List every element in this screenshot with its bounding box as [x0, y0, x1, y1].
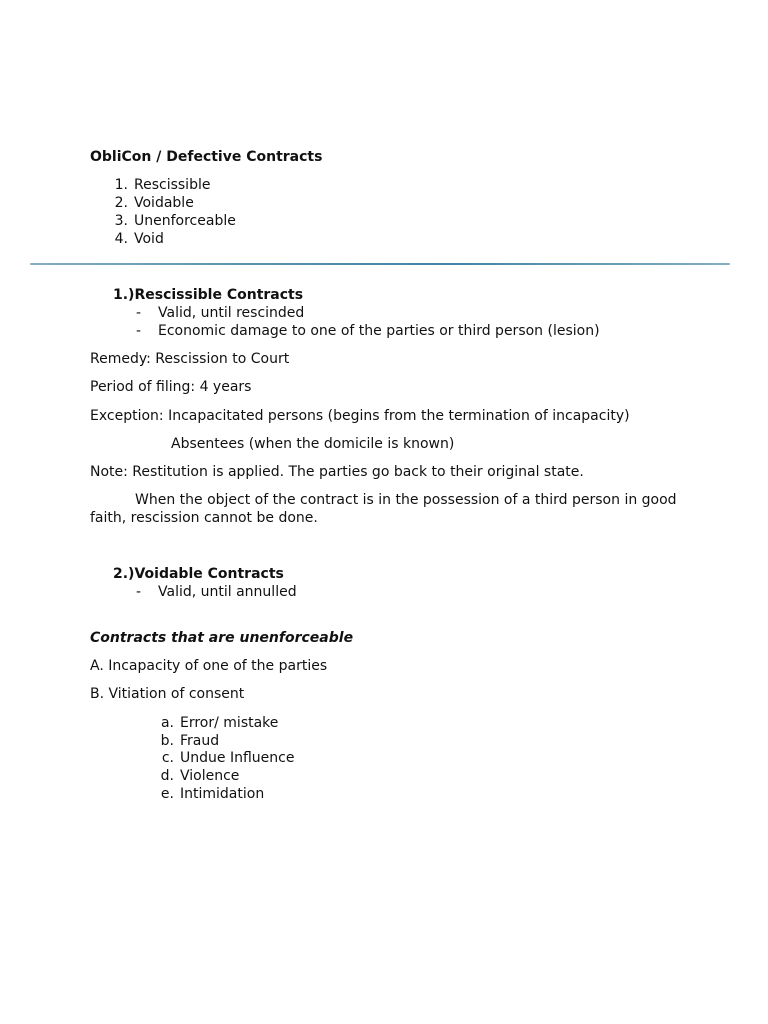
sublist-item-label: Error/ mistake [180, 715, 279, 731]
note-paragraph-text: When the object of the contract is in the possession of a third person in good faith, rescission cannot be done. [90, 492, 677, 526]
remedy-text: Remedy: Rescission to Court [90, 351, 290, 367]
dash-bullet: - [136, 323, 142, 339]
section2-heading-text: Voidable Contracts [134, 566, 284, 582]
exception-continued-text: Absentees (when the domicile is known) [171, 436, 455, 452]
toc-item-label: Void [134, 231, 164, 247]
toc-item-number: 3. [114, 213, 128, 229]
toc-item-number: 1. [114, 177, 128, 193]
toc-item-label: Unenforceable [134, 213, 236, 229]
section-divider [30, 263, 730, 265]
sublist-item-letter: e. [160, 786, 174, 802]
section2-heading [113, 565, 284, 583]
section3-heading: Contracts that are unenforceable [90, 630, 354, 646]
sublist-item-letter: c. [161, 750, 174, 766]
note-text: Note: Restitution is applied. The parties go back to their original state. [90, 464, 584, 480]
toc-item [106, 194, 194, 212]
sublist-item-letter: b. [160, 733, 174, 749]
dash-bullet: - [136, 584, 142, 600]
toc-item-number: 2. [114, 195, 128, 211]
toc-item [106, 230, 164, 248]
sublist-item-label: Undue Influence [180, 750, 295, 766]
sublist-item [152, 785, 264, 803]
dash-bullet: - [136, 305, 142, 321]
bullet-text: Economic damage to one of the parties or third person (lesion) [158, 323, 600, 339]
sublist-item-label: Fraud [180, 733, 220, 749]
sublist-item [152, 749, 294, 767]
section3-item-a: A. Incapacity of one of the parties [90, 658, 328, 674]
section2-heading-number: 2.) [113, 566, 135, 582]
toc-item [106, 212, 236, 230]
sublist-item [152, 714, 278, 732]
section3-item-b: B. Vitiation of consent [90, 686, 245, 702]
section1-bullet [136, 322, 600, 340]
section1-heading [113, 286, 303, 304]
toc-item-label: Rescissible [134, 177, 211, 193]
bullet-text: Valid, until annulled [158, 584, 297, 600]
sublist-item [152, 767, 239, 785]
toc-item [106, 176, 210, 194]
toc-item-number: 4. [114, 231, 128, 247]
period-text: Period of filing: 4 years [90, 379, 252, 395]
sublist-item-letter: d. [160, 768, 174, 784]
exception-text: Exception: Incapacitated persons (begins from the termination of incapacity) [90, 408, 630, 424]
section2-bullet [136, 583, 297, 601]
sublist-item-label: Violence [180, 768, 240, 784]
note-paragraph [90, 491, 690, 527]
section1-heading-number: 1.) [113, 287, 135, 303]
section1-heading-text: Rescissible Contracts [134, 287, 304, 303]
sublist-item-label: Intimidation [180, 786, 265, 802]
sublist-item [152, 732, 219, 750]
bullet-text: Valid, until rescinded [158, 305, 305, 321]
document-title: ObliCon / Defective Contracts [90, 149, 323, 165]
section1-bullet [136, 304, 304, 322]
toc-item-label: Voidable [134, 195, 194, 211]
sublist-item-letter: a. [160, 715, 174, 731]
